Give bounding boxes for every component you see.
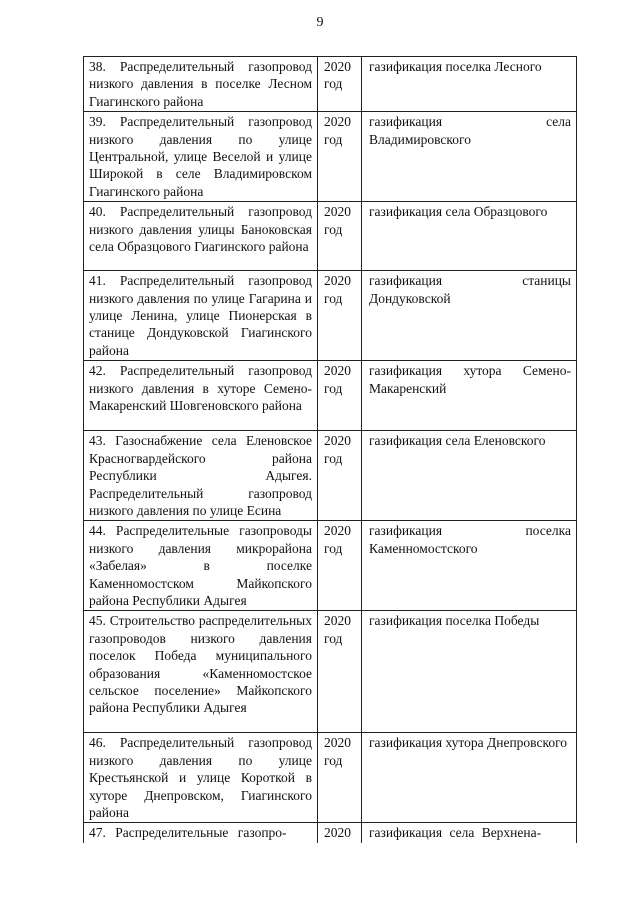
project-year: 2020 год [318, 57, 362, 112]
project-purpose: газификация поселка Лесного [362, 57, 577, 112]
table-row [84, 57, 577, 112]
project-purpose: газификация поселка Каменномостского [362, 521, 577, 611]
table-row [84, 733, 577, 823]
table-row [84, 361, 577, 431]
project-purpose: газификация села Владимировского [362, 112, 577, 202]
project-year: 2020 год [318, 611, 362, 733]
table-row [84, 112, 577, 202]
project-year: 2020 год [318, 733, 362, 823]
page-number: 9 [316, 15, 324, 30]
project-purpose: газификация села Образцового [362, 202, 577, 271]
table-row [84, 271, 577, 361]
project-description: 41. Распределительный газопровод низкого давления по улице Гагарина и улице Ленина, улице Пионерская в станице Дондуковской Гиагинского района [84, 271, 318, 361]
project-description: 46. Распределительный газопровод низкого давления по улице Крестьянской и улице Короткой в хуторе Днепровском, Гиагинского района [84, 733, 318, 823]
project-description: 42. Распределительный газопровод низкого давления в хуторе Семено-Макаренский Шовгеновского района [84, 361, 318, 431]
table-row-partial [84, 823, 577, 843]
projects-table [83, 56, 577, 843]
project-description: 40. Распределительный газопровод низкого давления улицы Баноковская села Образцового Гиагинского района [84, 202, 318, 271]
table-row [84, 202, 577, 271]
project-description: 47. Распределительные газопро- [84, 823, 318, 843]
project-year: 2020 год [318, 431, 362, 521]
project-year: 2020 год [318, 202, 362, 271]
project-year: 2020 [318, 823, 362, 843]
project-purpose: газификация поселка Победы [362, 611, 577, 733]
project-purpose: газификация села Верхнена- [362, 823, 577, 843]
table-row [84, 611, 577, 733]
project-description: 43. Газоснабжение села Еленовское Красногвардейского района Республики Адыгея. Распределительный газопровод низкого давления по улице Есина [84, 431, 318, 521]
table-row [84, 431, 577, 521]
project-description: 38. Распределительный газопровод низкого давления в поселке Лесном Гиагинского района [84, 57, 318, 112]
project-description: 45. Строительство распределительных газопроводов низкого давления поселок Победа муниципального образования «Каменномостское сельское поселение» Майкопского района Республики Адыгея [84, 611, 318, 733]
project-purpose: газификация станицы Дондуковской [362, 271, 577, 361]
project-year: 2020 год [318, 361, 362, 431]
project-year: 2020 год [318, 521, 362, 611]
project-description: 44. Распределительные газопроводы низкого давления микрорайона «Забелая» в поселке Каменномостском Майкопского района Республики Адыгея [84, 521, 318, 611]
project-purpose: газификация села Еленовского [362, 431, 577, 521]
project-purpose: газификация хутора Днепровского [362, 733, 577, 823]
table-row [84, 521, 577, 611]
project-description: 39. Распределительный газопровод низкого давления по улице Центральной, улице Веселой и улице Широкой в селе Владимировском Гиагинского района [84, 112, 318, 202]
project-year: 2020 год [318, 112, 362, 202]
project-purpose: газификация хутора Семено-Макаренский [362, 361, 577, 431]
project-year: 2020 год [318, 271, 362, 361]
